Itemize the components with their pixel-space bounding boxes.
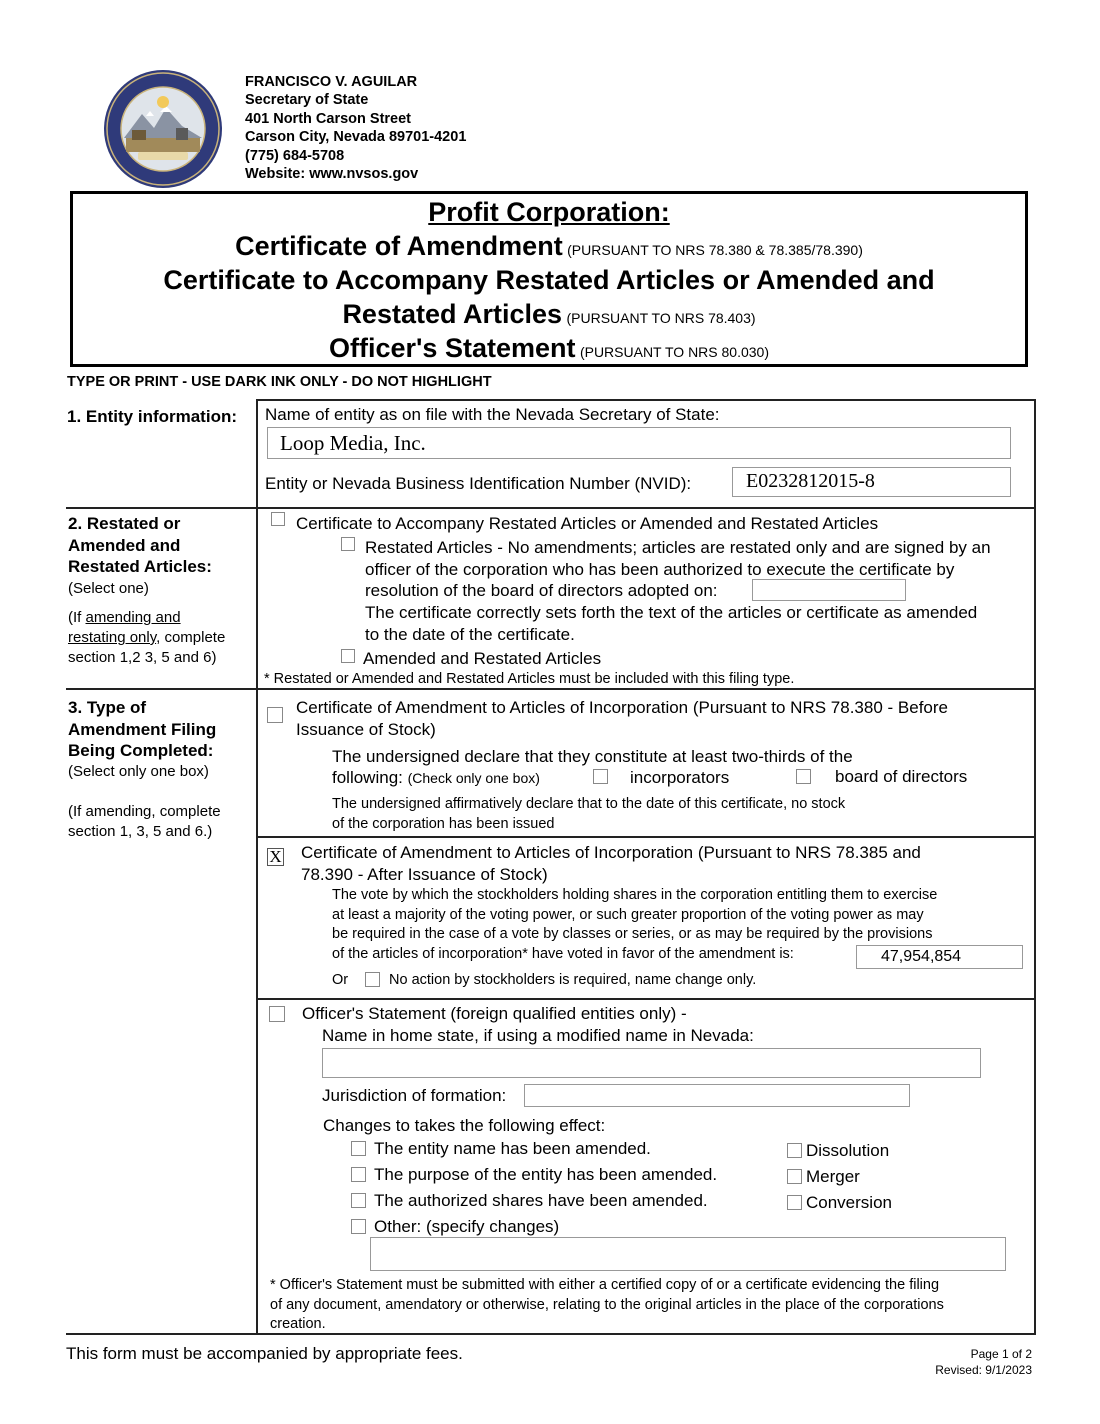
title-line2: Certificate of Amendment [235,231,563,261]
dissolution-checkbox[interactable] [787,1143,802,1158]
section3-label-line1: 3. Type of [68,698,147,717]
section2-select: (Select one) [68,580,149,597]
section3-note-line2: section 1, 3, 5 and 6.) [68,823,213,840]
after-issuance-mark: X [269,847,282,866]
board-of-directors-checkbox[interactable] [796,769,811,784]
title-line4: Restated Articles [342,299,563,329]
section3-select: (Select only one box) [68,763,209,780]
after-issuance-checkbox[interactable] [267,848,284,866]
merger-label: Merger [806,1167,860,1186]
restated-articles-line1: Restated Articles - No amendments; articles are restated only and are signed by an [365,538,991,557]
secretary-title: Secretary of State [245,92,369,109]
restated-articles-line5: to the date of the certificate. [365,624,575,644]
revised-date: Revised: 9/1/2023 [935,1363,1032,1377]
restated-certificate-label: Certificate to Accompany Restated Articles or Amended and Restated Articles [296,514,879,533]
amended-restated-checkbox[interactable] [341,649,355,663]
purpose-amended-checkbox[interactable] [351,1167,366,1182]
shares-amended-checkbox[interactable] [351,1193,366,1208]
title-line2-note: (PURSUANT TO NRS 78.380 & 78.385/78.390) [567,242,863,258]
title-box [70,191,1028,367]
nvid-field[interactable] [732,467,1011,497]
other-changes-checkbox[interactable] [351,1219,366,1234]
vote-count-value: 47,954,854 [881,948,962,965]
shares-amended-label: The authorized shares have been amended. [374,1191,708,1210]
purpose-amended-label: The purpose of the entity has been amended. [374,1165,718,1184]
before-issuance-checkbox[interactable] [267,707,283,723]
jurisdiction-field[interactable] [524,1084,910,1107]
officers-statement-line1: Officer's Statement (foreign qualified entities only) - [302,1004,687,1023]
declare-line2: following: (Check only one box) [332,768,540,787]
name-amended-checkbox[interactable] [351,1141,366,1156]
restated-certificate-checkbox[interactable] [271,512,285,526]
title-line1: Profit Corporation: [428,197,670,227]
state-seal [102,68,224,190]
vote-line1: The vote by which the stockholders holding shares in the corporation entitling them to exercise [332,887,938,903]
vote-line4: of the articles of incorporation* have voted in favor of the amendment is: [332,946,794,963]
entity-name-field[interactable] [267,427,1011,459]
section3-label-line3: Being Completed: [68,741,214,760]
section2-footnote: * Restated or Amended and Restated Articles must be included with this filing type. [264,671,795,687]
officers-footnote-line2: of any document, amendatory or otherwise, relating to the original articles in the place of the corporations [270,1296,944,1313]
section2-note: (If amending and restating only, complete section 1,2 3, 5 and 6) [68,609,226,666]
other-changes-field[interactable] [370,1237,1006,1271]
before-issuance-line1: Certificate of Amendment to Articles of Incorporation (Pursuant to NRS 78.380 - Before [296,698,948,717]
incorporators-label: incorporators [630,768,730,787]
vote-line3: be required in the case of a vote by classes or series, or as may be required by the provisions [332,926,933,943]
title-line3: Certificate to Accompany Restated Articles or Amended and [163,265,935,295]
no-action-label: No action by stockholders is required, name change only. [389,972,757,988]
nvid-label: Entity or Nevada Business Identification Number (NVID): [265,474,692,493]
restated-articles-line4: The certificate correctly sets forth the text of the articles or certificate as amended [365,603,978,623]
vote-count-field[interactable] [856,945,1023,969]
jurisdiction-label: Jurisdiction of formation: [322,1086,507,1105]
title-line5-note: (PURSUANT TO NRS 80.030) [579,344,769,360]
section2-label-line2: Amended and [68,535,181,555]
section3-note-line1: (If amending, complete [68,803,221,820]
officers-statement-checkbox[interactable] [269,1006,285,1022]
conversion-checkbox[interactable] [787,1195,802,1210]
secretary-name: FRANCISCO V. AGUILAR [245,74,418,90]
declare-line1: The undersigned declare that they constitute at least two-thirds of the [332,747,853,766]
vote-line2: at least a majority of the voting power, or such greater proportion of the voting power as may [332,906,924,923]
section3-label-line2: Amendment Filing [68,719,217,739]
instructions: TYPE OR PRINT - USE DARK INK ONLY - DO NOT HIGHLIGHT [67,374,492,390]
restated-articles-checkbox[interactable] [341,537,355,551]
board-resolution-date-field[interactable] [752,579,906,601]
entity-name-value: Loop Media, Inc. [280,431,426,455]
section2-label-line1: 2. Restated or [68,514,181,533]
dissolution-label: Dissolution [806,1141,890,1160]
changes-label: Changes to takes the following effect: [323,1116,606,1135]
title-line5: Officer's Statement [328,333,576,363]
conversion-label: Conversion [806,1193,892,1212]
affirm-line2: of the corporation has been issued [332,816,555,832]
before-issuance-line2: Issuance of Stock) [296,719,436,739]
entity-name-label: Name of entity as on file with the Nevada Secretary of State: [265,405,720,424]
section2-label-line3: Restated Articles: [68,557,212,576]
nvid-value: E0232812015-8 [746,470,875,492]
address-line1: 401 North Carson Street [245,110,411,127]
after-issuance-line1: Certificate of Amendment to Articles of Incorporation (Pursuant to NRS 78.385 and [301,843,921,862]
section1-label: 1. Entity information: [67,407,237,426]
home-state-name-field[interactable] [322,1048,981,1078]
restated-articles-line3: resolution of the board of directors adopted on: [365,581,718,601]
phone: (775) 684-5708 [245,147,345,164]
name-amended-label: The entity name has been amended. [374,1139,651,1158]
page-number: Page 1 of 2 [970,1347,1032,1361]
officers-statement-line2: Name in home state, if using a modified name in Nevada: [322,1026,754,1045]
other-changes-label: Other: (specify changes) [374,1217,560,1236]
no-action-checkbox[interactable] [365,972,380,987]
address-line2: Carson City, Nevada 89701-4201 [245,129,467,146]
fees-notice: This form must be accompanied by appropriate fees. [66,1344,463,1363]
affirm-line1: The undersigned affirmatively declare that to the date of this certificate, no stock [332,796,846,812]
officers-footnote-line1: * Officer's Statement must be submitted with either a certified copy of or a certificate evidencing the filing [270,1277,940,1293]
incorporators-checkbox[interactable] [593,769,608,784]
officers-footnote-line3: creation. [270,1316,326,1332]
amended-restated-label: Amended and Restated Articles [363,649,602,668]
title-line4-note: (PURSUANT TO NRS 78.403) [566,310,756,326]
after-issuance-line2: 78.390 - After Issuance of Stock) [301,864,548,884]
website: Website: www.nvsos.gov [245,166,419,183]
or-label: Or [332,972,349,988]
board-of-directors-label: board of directors [835,767,968,786]
merger-checkbox[interactable] [787,1169,802,1184]
restated-articles-line2: officer of the corporation who has been authorized to execute the certificate by [365,559,955,579]
